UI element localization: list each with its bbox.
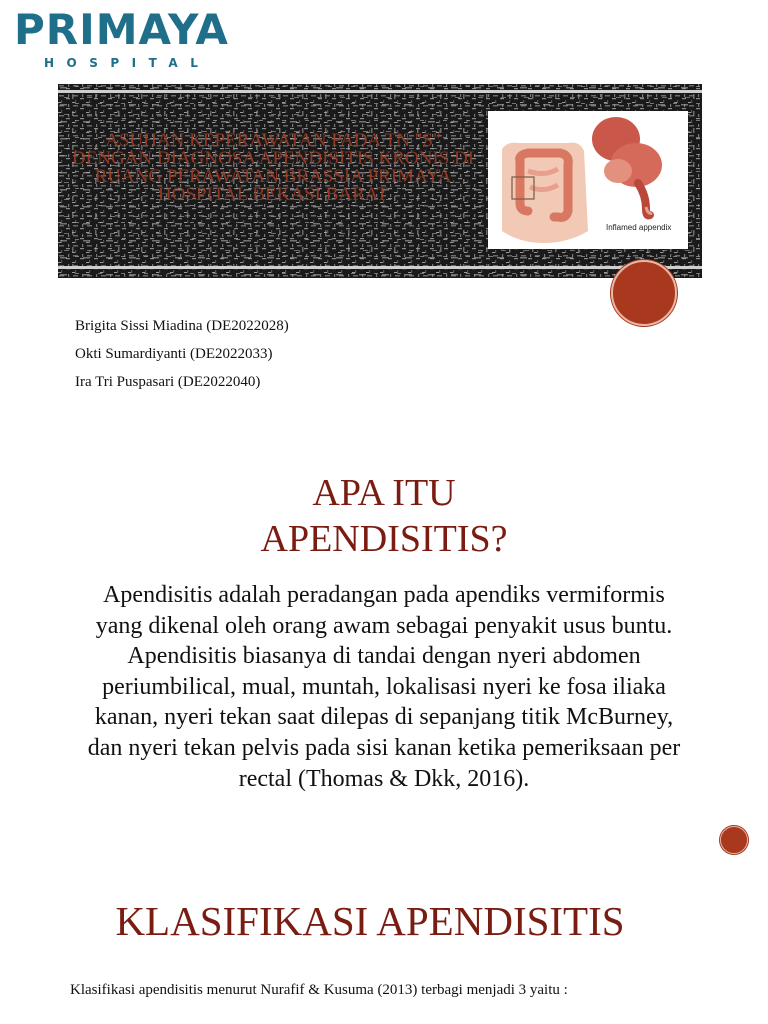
logo-wordmark: PRIMAYA (14, 5, 229, 54)
banner-stripe-bottom (58, 266, 702, 269)
section-heading-what-is (0, 470, 768, 562)
appendix-illustration (488, 111, 688, 249)
heading-line: APENDISITIS? (260, 518, 508, 560)
logo-subtitle: HOSPITAL (44, 56, 211, 70)
author-list (75, 312, 289, 396)
author-item: Brigita Sissi Miadina (DE2022028) (75, 318, 289, 334)
author-item: Ira Tri Puspasari (DE2022040) (75, 374, 261, 390)
author-item: Okti Sumardiyanti (DE2022033) (75, 346, 273, 362)
decorative-circle-large (611, 260, 677, 326)
primaya-hospital-logo (14, 6, 244, 72)
decorative-circle-small (720, 826, 748, 854)
illustration-caption: Inflamed appendix (606, 223, 672, 232)
banner-stripe-top (58, 90, 702, 93)
section-heading-classification: KLASIFIKASI APENDISITIS (115, 898, 625, 944)
presentation-title: ASUHAN KEPERAWATAN PADA TN "S" DENGAN DIAGNOSA APENDISITIS KRONIS DI RUANG PERAWATAN BRASSIA PRIMAYA HOSPITAL BEKASI BARAT (71, 130, 475, 205)
definition-paragraph: Apendisitis adalah peradangan pada apendiks vermiformis yang dikenal oleh orang awam sebagai penyakit usus buntu. Apendisitis biasanya di tandai dengan nyeri abdomen periumbilical, mual, muntah, lokalisasi nyeri ke fosa iliaka kanan, nyeri tekan saat dilepas di sepanjang titik McBurney, dan nyeri tekan pelvis pada sisi kanan ketika pemeriksaan per rectal (Thomas & Dkk, 2016). (87, 582, 681, 792)
classification-intro: Klasifikasi apendisitis menurut Nurafif & Kusuma (2013) terbagi menjadi 3 yaitu : (70, 982, 568, 998)
heading-line: APA ITU (312, 472, 456, 514)
